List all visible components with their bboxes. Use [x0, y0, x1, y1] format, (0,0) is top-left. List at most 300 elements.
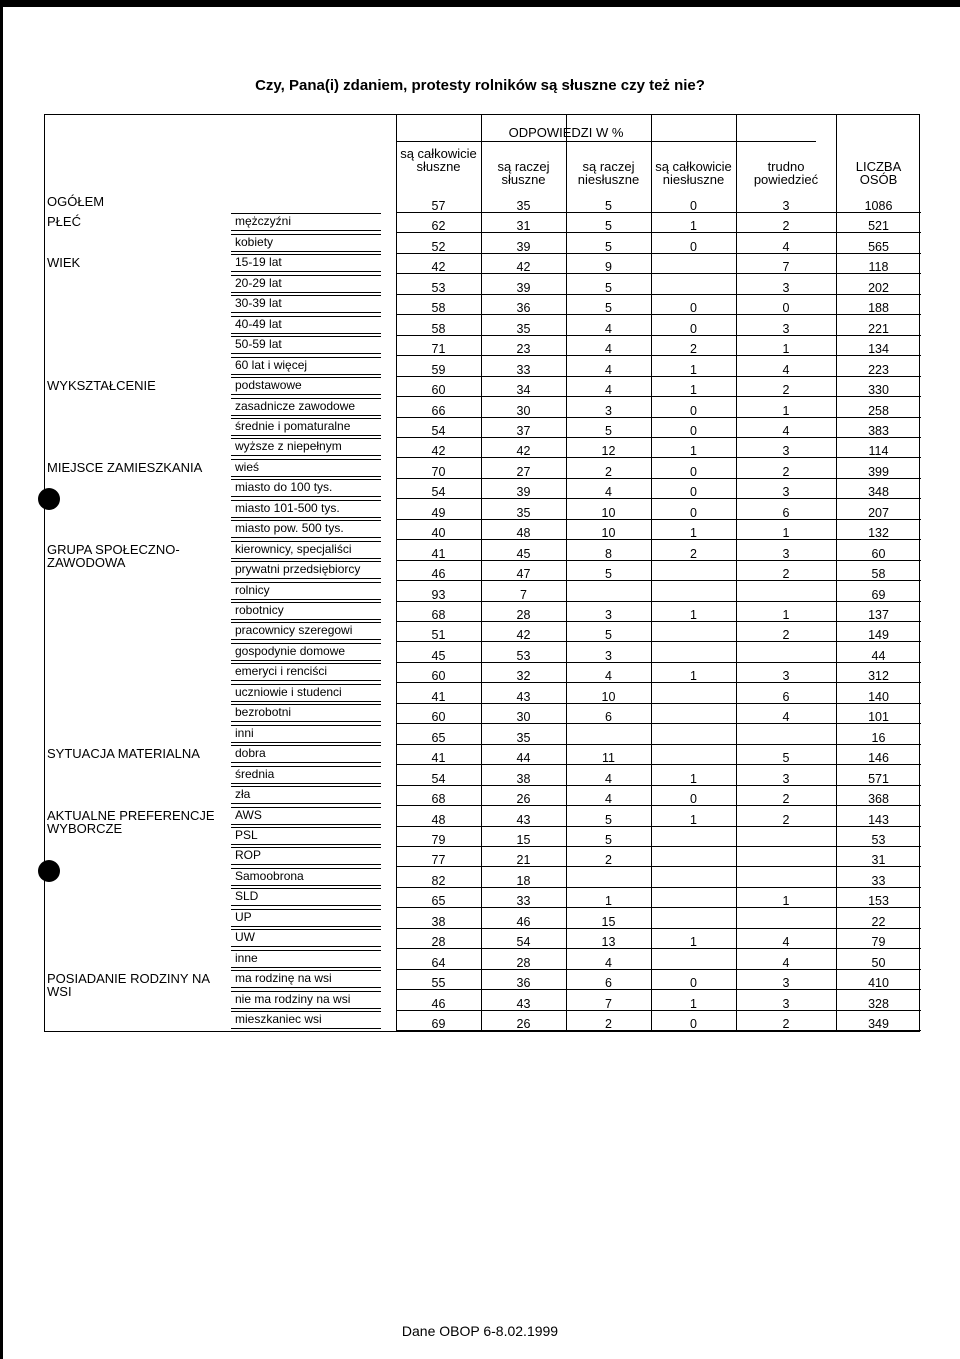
table-row [45, 909, 921, 929]
table-cell: 33 [481, 888, 566, 908]
table-cell: 77 [396, 847, 481, 867]
row-label: UP [231, 909, 381, 927]
table-cell [651, 847, 736, 867]
col-header-count: LICZBA OSÓB [855, 159, 902, 187]
table-cell: 28 [396, 929, 481, 949]
table-cell: 1 [566, 888, 651, 908]
table-row [45, 807, 921, 827]
table-row [45, 1011, 921, 1031]
table-cell: 3 [566, 398, 651, 418]
table-cell [651, 868, 736, 888]
row-label: miasto 101-500 tys. [231, 500, 381, 518]
table-cell: 0 [651, 1011, 736, 1031]
table-cell: 54 [481, 929, 566, 949]
table-cell: 32 [481, 663, 566, 683]
table-cell: 0 [651, 500, 736, 520]
table-cell: 42 [396, 254, 481, 274]
table-cell: 4 [736, 234, 836, 254]
table-cell: 5 [566, 193, 651, 213]
table-cell: 1 [651, 602, 736, 622]
table-cell: 1 [651, 377, 736, 397]
table-cell: 348 [836, 479, 921, 499]
table-cell: 0 [651, 970, 736, 990]
row-label [231, 193, 381, 211]
row-label: średnie i pomaturalne [231, 418, 381, 436]
table-cell: 70 [396, 459, 481, 479]
table-cell: 223 [836, 357, 921, 377]
table-cell: 18 [481, 868, 566, 888]
row-label: wieś [231, 459, 381, 477]
table-cell: 6 [736, 684, 836, 704]
table-cell: 35 [481, 316, 566, 336]
row-label: miasto pow. 500 tys. [231, 520, 381, 538]
table-cell [736, 582, 836, 602]
table-row [45, 950, 921, 970]
table-cell [651, 704, 736, 724]
table-cell: 34 [481, 377, 566, 397]
table-cell: 4 [566, 316, 651, 336]
table-cell: 4 [736, 950, 836, 970]
table-cell [651, 622, 736, 642]
category-label: OGÓŁEM [47, 194, 105, 209]
table-cell [736, 847, 836, 867]
header-divider [396, 141, 816, 142]
table-cell: 0 [651, 418, 736, 438]
table-cell: 46 [481, 909, 566, 929]
table-cell: 0 [651, 295, 736, 315]
table-cell: 5 [566, 295, 651, 315]
table-row [45, 786, 921, 806]
table-cell: 5 [566, 561, 651, 581]
source-note: Dane OBOP 6-8.02.1999 [401, 1323, 559, 1339]
table-cell: 221 [836, 316, 921, 336]
table-row [45, 520, 921, 540]
col-header-hard-to-say: trudno powiedzieć [753, 159, 819, 187]
table-cell: 4 [566, 336, 651, 356]
table-row [45, 663, 921, 683]
table-cell: 0 [651, 398, 736, 418]
table-row [45, 275, 921, 295]
table-cell: 8 [566, 541, 651, 561]
table-cell: 38 [396, 909, 481, 929]
table-cell: 1 [736, 602, 836, 622]
table-cell: 349 [836, 1011, 921, 1031]
table-row [45, 336, 921, 356]
table-cell: 2 [736, 459, 836, 479]
left-border [0, 0, 3, 1359]
table-cell: 2 [736, 807, 836, 827]
table-cell: 10 [566, 684, 651, 704]
table-cell: 137 [836, 602, 921, 622]
table-cell: 41 [396, 745, 481, 765]
table-cell: 1 [651, 929, 736, 949]
table-cell: 2 [736, 561, 836, 581]
table-cell: 9 [566, 254, 651, 274]
table-cell: 3 [736, 438, 836, 458]
table-cell: 4 [736, 929, 836, 949]
row-label: 30-39 lat [231, 295, 381, 313]
category-label: WYKSZTAŁCENIE [47, 378, 156, 394]
table-cell: 4 [566, 766, 651, 786]
table-cell: 28 [481, 950, 566, 970]
table-row [45, 398, 921, 418]
row-label: SLD [231, 888, 381, 906]
row-label: mieszkaniec wsi [231, 1011, 381, 1029]
table-cell: 46 [396, 561, 481, 581]
table-cell: 82 [396, 868, 481, 888]
table-cell: 4 [566, 663, 651, 683]
table-row [45, 622, 921, 642]
row-label: podstawowe [231, 377, 381, 395]
table-cell [651, 684, 736, 704]
row-label: ma rodzinę na wsi [231, 970, 381, 988]
table-cell: 132 [836, 520, 921, 540]
row-label: nie ma rodziny na wsi [231, 991, 381, 1009]
row-label: rolnicy [231, 582, 381, 600]
table-cell: 5 [566, 827, 651, 847]
row-label: wyższe z niepełnym [231, 438, 381, 456]
table-cell: 4 [736, 418, 836, 438]
table-cell: 51 [396, 622, 481, 642]
row-label: inne [231, 950, 381, 968]
table-cell: 49 [396, 500, 481, 520]
table-cell [566, 725, 651, 745]
table-cell: 31 [481, 213, 566, 233]
table-cell: 143 [836, 807, 921, 827]
table-row [45, 643, 921, 663]
table-row [45, 500, 921, 520]
table-cell: 60 [836, 541, 921, 561]
table-cell: 60 [396, 377, 481, 397]
table-cell: 4 [566, 950, 651, 970]
category-label: SYTUACJA MATERIALNA [47, 746, 200, 762]
table-cell: 35 [481, 725, 566, 745]
table-cell: 26 [481, 786, 566, 806]
table-cell: 10 [566, 520, 651, 540]
table-cell: 0 [651, 193, 736, 213]
category-label: WIEK [47, 255, 81, 271]
table-cell: 0 [651, 786, 736, 806]
table-cell: 521 [836, 213, 921, 233]
table-cell [566, 582, 651, 602]
row-label: prywatni przedsiębiorcy [231, 561, 381, 579]
table-cell: 1 [736, 520, 836, 540]
table-cell: 4 [736, 357, 836, 377]
table-cell: 1 [651, 991, 736, 1011]
table-cell: 312 [836, 663, 921, 683]
table-cell: 0 [651, 234, 736, 254]
table-row [45, 234, 921, 254]
row-label: kobiety [231, 234, 381, 252]
table-cell: 15 [481, 827, 566, 847]
table-cell: 69 [396, 1011, 481, 1031]
table-cell: 3 [736, 991, 836, 1011]
table-cell: 1 [736, 398, 836, 418]
table-cell: 10 [566, 500, 651, 520]
table-cell: 54 [396, 766, 481, 786]
table-cell: 101 [836, 704, 921, 724]
row-label: 60 lat i więcej [231, 357, 381, 375]
table-cell: 55 [396, 970, 481, 990]
answers-group-header: ODPOWIEDZI W % [508, 125, 624, 140]
table-cell: 2 [566, 459, 651, 479]
table-cell: 7 [481, 582, 566, 602]
table-cell: 410 [836, 970, 921, 990]
row-label: średnia [231, 766, 381, 784]
table-cell: 62 [396, 213, 481, 233]
table-cell: 60 [396, 663, 481, 683]
row-label: bezrobotni [231, 704, 381, 722]
table-cell: 13 [566, 929, 651, 949]
category-label: POSIADANIE RODZINY NA WSI [47, 971, 210, 1000]
table-cell [651, 582, 736, 602]
table-cell: 0 [651, 316, 736, 336]
table-cell: 37 [481, 418, 566, 438]
row-label: mężczyźni [231, 213, 381, 231]
table-row [45, 704, 921, 724]
table-cell [651, 275, 736, 295]
table-row [45, 888, 921, 908]
table-cell [651, 254, 736, 274]
table-cell: 41 [396, 541, 481, 561]
table-row [45, 684, 921, 704]
table-row [45, 745, 921, 765]
table-row [45, 254, 921, 274]
table-cell: 6 [736, 500, 836, 520]
table-cell: 79 [836, 929, 921, 949]
row-label: UW [231, 929, 381, 947]
table-cell: 66 [396, 398, 481, 418]
table-cell: 35 [481, 500, 566, 520]
table-cell: 1 [651, 438, 736, 458]
table-cell: 258 [836, 398, 921, 418]
table-cell: 5 [566, 234, 651, 254]
table-cell: 11 [566, 745, 651, 765]
table-cell: 1 [651, 357, 736, 377]
table-cell: 7 [736, 254, 836, 274]
table-cell: 58 [396, 295, 481, 315]
table-cell: 5 [566, 213, 651, 233]
table-cell: 54 [396, 479, 481, 499]
table-row [45, 377, 921, 397]
table-cell: 46 [396, 991, 481, 1011]
table-row [45, 725, 921, 745]
table-cell: 42 [481, 438, 566, 458]
table-row [45, 438, 921, 458]
row-label: 40-49 lat [231, 316, 381, 334]
row-label: inni [231, 725, 381, 743]
table-cell: 64 [396, 950, 481, 970]
table-cell [651, 725, 736, 745]
table-cell: 58 [836, 561, 921, 581]
table-cell: 93 [396, 582, 481, 602]
row-label: emeryci i renciści [231, 663, 381, 681]
table-cell: 0 [651, 479, 736, 499]
table-cell: 30 [481, 704, 566, 724]
table-cell: 4 [566, 377, 651, 397]
table-cell: 2 [736, 213, 836, 233]
table-cell: 3 [736, 316, 836, 336]
top-border [0, 0, 960, 7]
table-cell: 43 [481, 807, 566, 827]
row-label: 50-59 lat [231, 336, 381, 354]
table-cell: 30 [481, 398, 566, 418]
table-row [45, 929, 921, 949]
table-cell [651, 888, 736, 908]
table-cell: 1 [651, 663, 736, 683]
table-cell: 571 [836, 766, 921, 786]
col-header-rather-justified: są raczej słuszne [497, 159, 550, 187]
table-cell: 45 [396, 643, 481, 663]
table-cell: 39 [481, 234, 566, 254]
table-cell: 38 [481, 766, 566, 786]
table-cell: 54 [396, 418, 481, 438]
table-row [45, 295, 921, 315]
table-cell: 0 [651, 459, 736, 479]
table-cell: 52 [396, 234, 481, 254]
table-cell: 48 [396, 807, 481, 827]
table-cell [651, 561, 736, 581]
category-label: AKTUALNE PREFERENCJE WYBORCZE [47, 807, 215, 836]
table-cell: 59 [396, 357, 481, 377]
table-cell: 383 [836, 418, 921, 438]
category-label: MIEJSCE ZAMIESZKANIA [47, 459, 203, 475]
table-cell: 41 [396, 684, 481, 704]
table-cell: 207 [836, 500, 921, 520]
table-cell [736, 909, 836, 929]
row-label: pracownicy szeregowi [231, 622, 381, 640]
row-label: 15-19 lat [231, 254, 381, 272]
table-cell: 114 [836, 438, 921, 458]
table-cell: 6 [566, 970, 651, 990]
table-row [45, 561, 921, 581]
table-cell: 134 [836, 336, 921, 356]
table-cell: 12 [566, 438, 651, 458]
table-cell: 36 [481, 970, 566, 990]
table-cell: 118 [836, 254, 921, 274]
table-cell: 3 [736, 479, 836, 499]
table-cell: 48 [481, 520, 566, 540]
table-row [45, 418, 921, 438]
table-cell: 1 [736, 336, 836, 356]
table-cell [651, 950, 736, 970]
row-label: AWS [231, 807, 381, 825]
table-cell: 16 [836, 725, 921, 745]
table-cell: 42 [481, 622, 566, 642]
table-cell: 68 [396, 602, 481, 622]
table-cell: 44 [481, 745, 566, 765]
table-cell [651, 643, 736, 663]
table-cell: 368 [836, 786, 921, 806]
table-cell: 22 [836, 909, 921, 929]
table-row [45, 582, 921, 602]
table-cell: 399 [836, 459, 921, 479]
table-cell: 3 [736, 193, 836, 213]
table-cell: 3 [566, 602, 651, 622]
table-cell: 42 [396, 438, 481, 458]
table-cell: 2 [736, 1011, 836, 1031]
table-row [45, 316, 921, 336]
table-cell [736, 827, 836, 847]
table-cell: 4 [566, 357, 651, 377]
results-table [44, 114, 920, 1032]
table-row [45, 213, 921, 233]
table-cell: 4 [736, 704, 836, 724]
table-row [45, 991, 921, 1011]
table-row [45, 766, 921, 786]
table-cell: 28 [481, 602, 566, 622]
table-cell: 58 [396, 316, 481, 336]
table-cell: 43 [481, 991, 566, 1011]
table-cell: 3 [736, 663, 836, 683]
table-cell [566, 868, 651, 888]
category-label: GRUPA SPOŁECZNO-ZAWODOWA [47, 541, 180, 570]
table-cell: 33 [836, 868, 921, 888]
table-cell: 33 [481, 357, 566, 377]
table-cell [651, 909, 736, 929]
table-cell: 2 [736, 786, 836, 806]
table-cell: 65 [396, 725, 481, 745]
table-cell: 31 [836, 847, 921, 867]
table-cell: 5 [566, 418, 651, 438]
col-header-fully-justified: są całkowicie słuszne [400, 146, 477, 174]
table-cell: 5 [566, 807, 651, 827]
table-cell: 328 [836, 991, 921, 1011]
table-cell: 39 [481, 479, 566, 499]
table-cell: 69 [836, 582, 921, 602]
table-cell: 3 [736, 275, 836, 295]
table-cell: 79 [396, 827, 481, 847]
row-label: miasto do 100 tys. [231, 479, 381, 497]
table-cell: 140 [836, 684, 921, 704]
table-cell: 1 [651, 520, 736, 540]
table-cell: 2 [566, 1011, 651, 1031]
table-cell: 40 [396, 520, 481, 540]
table-row [45, 541, 921, 561]
table-cell: 71 [396, 336, 481, 356]
table-row [45, 970, 921, 990]
table-cell: 2 [651, 541, 736, 561]
page-title: Czy, Pana(i) zdaniem, protesty rolników są słuszne czy też nie? [255, 77, 705, 94]
table-cell: 0 [736, 295, 836, 315]
table-cell: 53 [481, 643, 566, 663]
row-label: 20-29 lat [231, 275, 381, 293]
table-cell: 6 [566, 704, 651, 724]
table-cell: 1 [651, 213, 736, 233]
table-cell: 149 [836, 622, 921, 642]
row-label: kierownicy, specjaliści [231, 541, 381, 559]
table-cell [736, 725, 836, 745]
table-cell: 202 [836, 275, 921, 295]
table-cell: 4 [566, 479, 651, 499]
table-cell: 565 [836, 234, 921, 254]
table-cell: 60 [396, 704, 481, 724]
row-label: Samoobrona [231, 868, 381, 886]
table-cell: 188 [836, 295, 921, 315]
row-label: PSL [231, 827, 381, 845]
table-cell: 23 [481, 336, 566, 356]
table-row [45, 868, 921, 888]
row-label: dobra [231, 745, 381, 763]
table-cell: 146 [836, 745, 921, 765]
table-cell: 2 [736, 622, 836, 642]
table-row [45, 357, 921, 377]
table-row [45, 479, 921, 499]
table-cell: 3 [736, 766, 836, 786]
table-cell [736, 643, 836, 663]
row-label: zasadnicze zawodowe [231, 398, 381, 416]
table-cell: 26 [481, 1011, 566, 1031]
